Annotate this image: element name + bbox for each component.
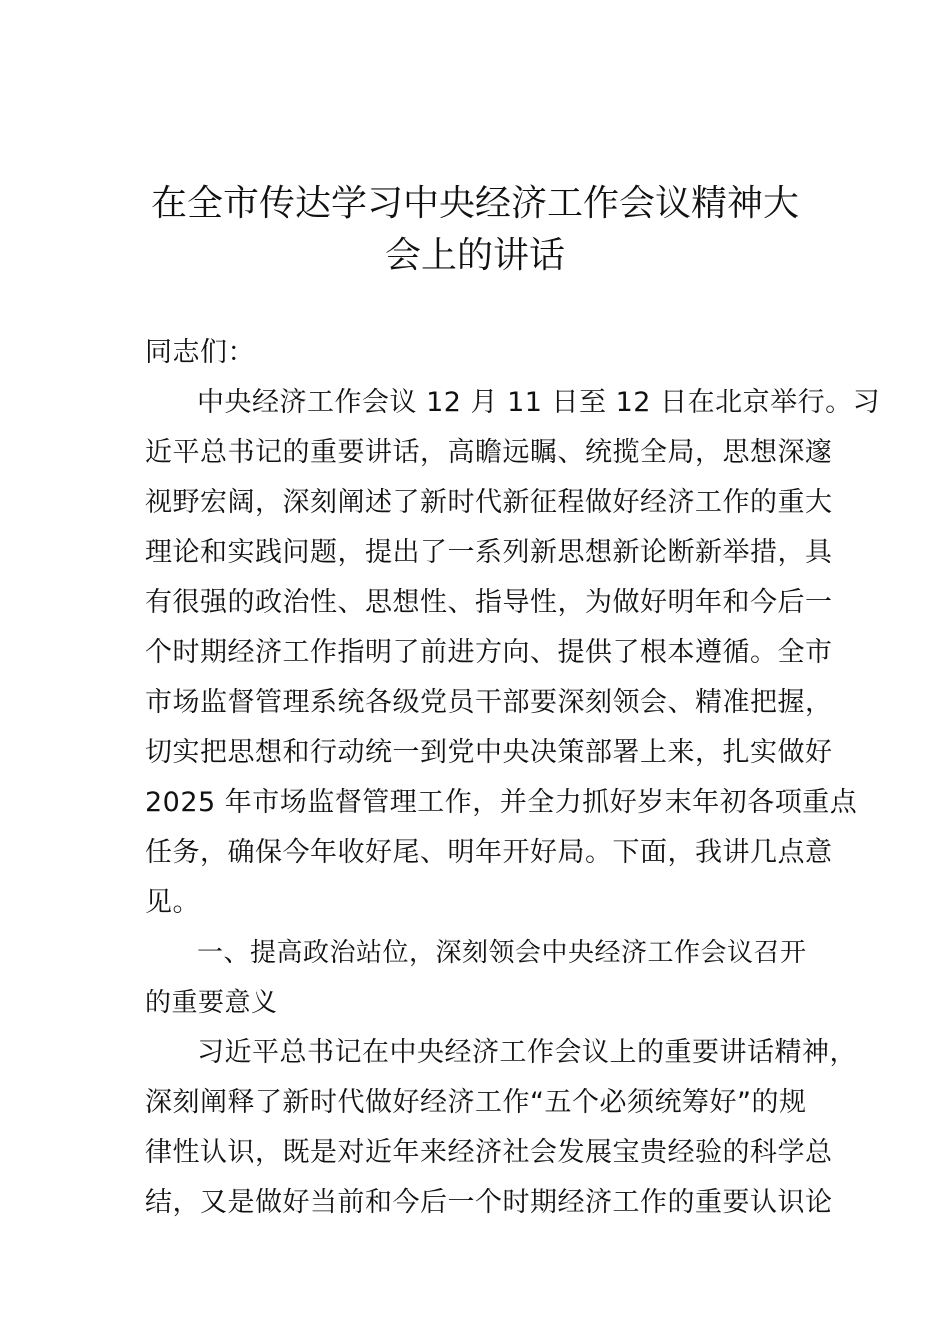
paragraph-line: 切实把思想和行动统一到党中央决策部署上来，扎实做好: [145, 737, 833, 768]
document-title: [130, 178, 820, 282]
title-line: 在全市传达学习中央经济工作会议精神大: [150, 183, 799, 224]
paragraph-line: 理论和实践问题，提出了一系列新思想新论断新举措，具: [145, 537, 833, 568]
paragraph-line: 视野宏阔，深刻阐述了新时代新征程做好经济工作的重大: [145, 487, 833, 518]
salutation: 同志们：: [145, 337, 255, 368]
section-heading-1: [145, 928, 845, 1028]
paragraph-line: 2025 年市场监督管理工作，并全力抓好岁末年初各项重点: [145, 787, 858, 818]
paragraph-line: 任务，确保今年收好尾、明年开好局。下面，我讲几点意: [145, 837, 833, 868]
paragraph-line: 律性认识，既是对近年来经济社会发展宝贵经验的科学总: [145, 1137, 833, 1168]
paragraph-line: 个时期经济工作指明了前进方向、提供了根本遵循。全市: [145, 637, 833, 668]
paragraph-line: 结，又是做好当前和今后一个时期经济工作的重要认识论: [145, 1187, 833, 1218]
paragraph-line: 中央经济工作会议 12 月 11 日至 12 日在北京举行。习: [197, 387, 881, 418]
heading-line: 的重要意义: [145, 988, 278, 1018]
paragraph-line: 见。: [145, 887, 200, 918]
paragraph-line: 市场监督管理系统各级党员干部要深刻领会、精准把握，: [145, 687, 833, 718]
paragraph-line: 深刻阐释了新时代做好经济工作“五个必须统筹好”的规: [145, 1087, 807, 1118]
paragraph-section-1: [145, 1028, 857, 1228]
paragraph-line: 习近平总书记在中央经济工作会议上的重要讲话精神，: [197, 1037, 857, 1068]
paragraph-line: 有很强的政治性、思想性、指导性，为做好明年和今后一: [145, 587, 833, 618]
document-body: [145, 328, 881, 1228]
paragraph-line: 近平总书记的重要讲话，高瞻远瞩、统揽全局，思想深邃: [145, 437, 833, 468]
heading-line: 一、提高政治站位，深刻领会中央经济工作会议召开: [197, 938, 807, 968]
title-line: 会上的讲话: [384, 235, 565, 276]
paragraph-intro: [145, 378, 881, 928]
